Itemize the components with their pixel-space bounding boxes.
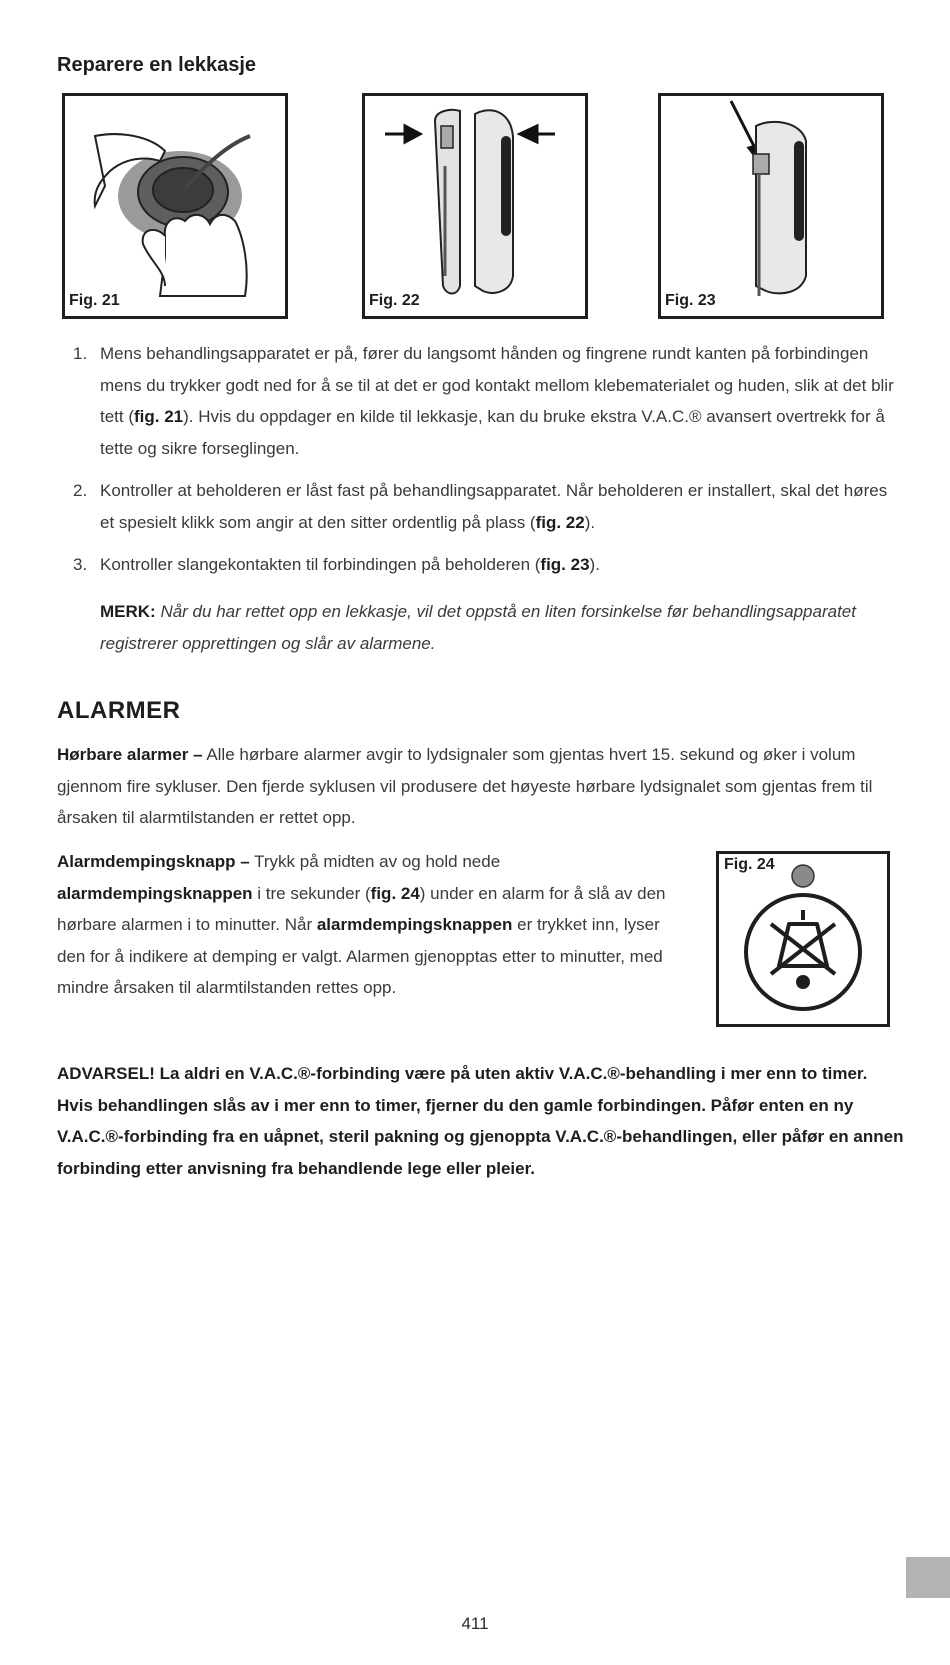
figure-24 (716, 851, 890, 1027)
note (100, 596, 895, 659)
figure-label: Fig. 24 (724, 856, 775, 873)
canister-attach-illustration (365, 96, 585, 316)
tube-connector-illustration (661, 96, 881, 316)
step-text: ). Hvis du oppdager en kilde til lekkasje, kan du bruke ekstra V.A.C.® avansert overtrekk for å tette og sikre forseglingen. (100, 407, 885, 458)
section-title: Reparere en lekkasje (57, 54, 257, 76)
step-text: Kontroller at beholderen er låst fast på behandlingsapparatet. Når beholderen er installert, skal det høres et spesielt klikk som angir at den sitter ordentlig på plass ( (100, 481, 888, 532)
paragraph-text: ) under en alarm for å slå av den hørbare alarmen i to minutter. Når (57, 883, 666, 934)
figure-label: Fig. 21 (69, 292, 120, 309)
figure-reference: fig. 21 (134, 407, 184, 426)
alarms-heading: ALARMER (57, 697, 181, 724)
step-number: 1. (73, 344, 88, 363)
note-text: Når du har rettet opp en lekkasje, vil det oppstå en liten forsinkelse før behandlingsapparatet registrerer opprettingen og slår av alarmene. (100, 602, 856, 653)
note-label: MERK: (100, 602, 156, 621)
figure-reference: fig. 22 (535, 512, 585, 532)
list-item (57, 549, 895, 581)
list-item (57, 338, 895, 464)
step-text: ). (584, 512, 596, 532)
paragraph-text: i tre sekunder ( (252, 883, 371, 903)
figure-reference: fig. 23 (540, 555, 590, 574)
figure-label: Fig. 22 (369, 292, 420, 309)
page-number: 411 (461, 1614, 489, 1633)
figure-22 (362, 93, 588, 319)
step-text: ). (589, 555, 600, 574)
paragraph-text: er trykket inn, lyser den for å indikere at demping er valgt. Alarmen gjenopptas etter to minutter, med mindre årsaken til alarmtilstanden rettes opp. (57, 915, 663, 997)
audible-alarms-label: Hørbare alarmer – (57, 745, 203, 764)
list-item (57, 475, 895, 538)
alarm-silence-paragraph (57, 846, 687, 1004)
step-number: 2. (73, 481, 88, 500)
instruction-list (57, 338, 895, 592)
silence-button-name: alarmdempingsknappen (316, 915, 513, 934)
hand-pressing-dressing-illustration (65, 96, 285, 316)
figure-23 (658, 93, 884, 319)
warning-paragraph: ADVARSEL! La aldri en V.A.C.®-forbinding være på uten aktiv V.A.C.®-behandling i mer enn to timer. Hvis behandlingen slås av i mer enn to timer, fjerner du den gamle forbindingen. Påfør enten en ny V.A.C.®-forbinding fra en uåpnet, steril pakning og gjenoppta V.A.C.®-behandlingen, eller påfør en annen forbinding etter anvisning fra behandlende lege eller pleier. (57, 1064, 904, 1178)
section-tab-marker (906, 1557, 950, 1598)
silence-button-name: alarmdempingsknappen (57, 883, 253, 903)
step-text: Mens behandlingsapparatet er på, fører du langsomt hånden og fingrene rundt kanten på forbindingen mens du trykker godt ned for å se til at det er god kontakt mellom klebematerialet og huden, slik at det blir tett ( (100, 344, 894, 426)
audible-alarms-paragraph (57, 739, 895, 834)
audible-alarms-text: Alle hørbare alarmer avgir to lydsignaler som gjentas hvert 15. sekund og øker i volum gjennom fire sykluser. Den fjerde syklusen vil produsere det høyeste hørbare lydsignalet som gjentas frem til årsaken til alarmtilstanden er rettet opp. (57, 745, 873, 827)
step-number: 3. (73, 555, 88, 574)
figure-21 (62, 93, 288, 319)
step-text: Kontroller slangekontakten til forbindingen på beholderen ( (100, 555, 541, 574)
alarm-silence-icon (719, 854, 887, 1024)
figure-reference: fig. 24 (370, 883, 420, 903)
figure-label: Fig. 23 (665, 292, 716, 309)
paragraph-text: Trykk på midten av og hold nede (249, 852, 501, 871)
alarm-silence-label: Alarmdempingsknapp – (57, 852, 250, 871)
